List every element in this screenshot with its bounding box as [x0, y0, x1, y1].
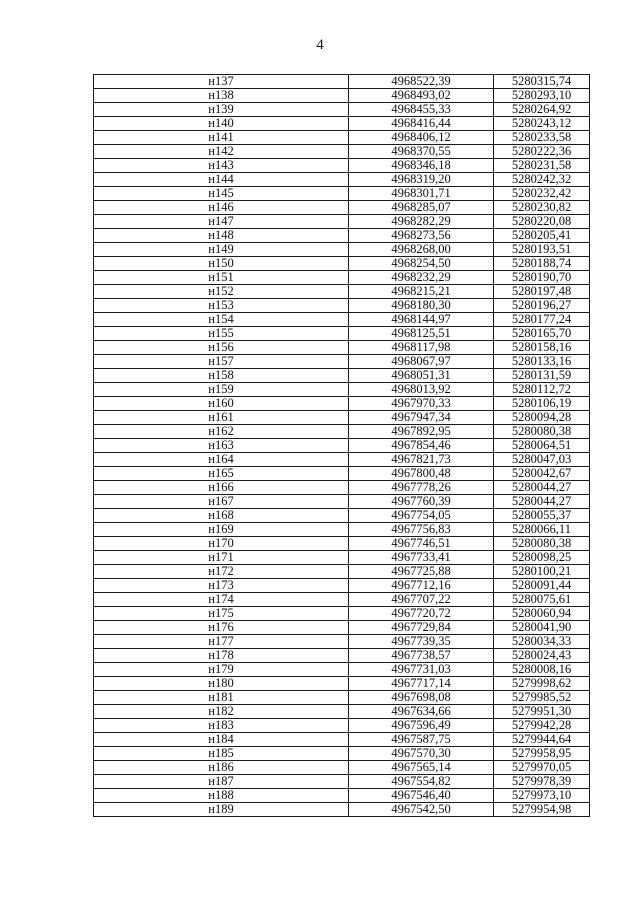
point-id-cell: н146: [94, 201, 349, 215]
x-coordinate-cell: 4967821,73: [349, 453, 494, 467]
point-id-cell: н149: [94, 243, 349, 257]
y-coordinate-cell: 5280047,03: [494, 453, 590, 467]
x-coordinate-cell: 4967634,66: [349, 705, 494, 719]
table-row: [94, 719, 590, 733]
x-coordinate-cell: 4967707,22: [349, 593, 494, 607]
table-row: [94, 775, 590, 789]
point-id-cell: н144: [94, 173, 349, 187]
point-id-cell: н172: [94, 565, 349, 579]
table-row: [94, 117, 590, 131]
table-row: [94, 649, 590, 663]
table-row: [94, 439, 590, 453]
table-row: [94, 201, 590, 215]
point-id-cell: н165: [94, 467, 349, 481]
page-number: 4: [316, 37, 324, 53]
y-coordinate-cell: 5280024,43: [494, 649, 590, 663]
y-coordinate-cell: 5279951,30: [494, 705, 590, 719]
point-id-cell: н183: [94, 719, 349, 733]
point-id-cell: н160: [94, 397, 349, 411]
y-coordinate-cell: 5280034,33: [494, 635, 590, 649]
table-row: [94, 677, 590, 691]
point-id-cell: н159: [94, 383, 349, 397]
coordinates-table-body: [94, 75, 590, 817]
y-coordinate-cell: 5280243,12: [494, 117, 590, 131]
point-id-cell: н184: [94, 733, 349, 747]
x-coordinate-cell: 4968125,51: [349, 327, 494, 341]
point-id-cell: н173: [94, 579, 349, 593]
point-id-cell: н185: [94, 747, 349, 761]
x-coordinate-cell: 4967970,33: [349, 397, 494, 411]
point-id-cell: н141: [94, 131, 349, 145]
point-id-cell: н167: [94, 495, 349, 509]
point-id-cell: н177: [94, 635, 349, 649]
x-coordinate-cell: 4968370,55: [349, 145, 494, 159]
table-row: [94, 579, 590, 593]
y-coordinate-cell: 5280165,70: [494, 327, 590, 341]
point-id-cell: н138: [94, 89, 349, 103]
table-row: [94, 397, 590, 411]
y-coordinate-cell: 5280232,42: [494, 187, 590, 201]
point-id-cell: н162: [94, 425, 349, 439]
y-coordinate-cell: 5280080,38: [494, 537, 590, 551]
table-row: [94, 607, 590, 621]
x-coordinate-cell: 4967731,03: [349, 663, 494, 677]
x-coordinate-cell: 4967746,51: [349, 537, 494, 551]
table-row: [94, 565, 590, 579]
x-coordinate-cell: 4968144,97: [349, 313, 494, 327]
point-id-cell: н142: [94, 145, 349, 159]
table-row: [94, 299, 590, 313]
table-row: [94, 537, 590, 551]
y-coordinate-cell: 5280177,24: [494, 313, 590, 327]
table-row: [94, 313, 590, 327]
table-row: [94, 481, 590, 495]
table-row: [94, 593, 590, 607]
x-coordinate-cell: 4967717,14: [349, 677, 494, 691]
table-row: [94, 285, 590, 299]
coordinates-table: [93, 74, 590, 817]
point-id-cell: н147: [94, 215, 349, 229]
x-coordinate-cell: 4967778,26: [349, 481, 494, 495]
x-coordinate-cell: 4968215,21: [349, 285, 494, 299]
point-id-cell: н139: [94, 103, 349, 117]
y-coordinate-cell: 5280044,27: [494, 481, 590, 495]
x-coordinate-cell: 4967733,41: [349, 551, 494, 565]
y-coordinate-cell: 5280055,37: [494, 509, 590, 523]
point-id-cell: н148: [94, 229, 349, 243]
x-coordinate-cell: 4967892,95: [349, 425, 494, 439]
point-id-cell: н186: [94, 761, 349, 775]
table-row: [94, 789, 590, 803]
y-coordinate-cell: 5280220,08: [494, 215, 590, 229]
table-row: [94, 271, 590, 285]
y-coordinate-cell: 5280064,51: [494, 439, 590, 453]
table-row: [94, 383, 590, 397]
table-row: [94, 341, 590, 355]
point-id-cell: н166: [94, 481, 349, 495]
y-coordinate-cell: 5280106,19: [494, 397, 590, 411]
x-coordinate-cell: 4968406,12: [349, 131, 494, 145]
y-coordinate-cell: 5280242,32: [494, 173, 590, 187]
point-id-cell: н182: [94, 705, 349, 719]
x-coordinate-cell: 4968013,92: [349, 383, 494, 397]
point-id-cell: н178: [94, 649, 349, 663]
x-coordinate-cell: 4968273,56: [349, 229, 494, 243]
table-row: [94, 467, 590, 481]
table-row: [94, 509, 590, 523]
y-coordinate-cell: 5280131,59: [494, 369, 590, 383]
y-coordinate-cell: 5280222,36: [494, 145, 590, 159]
y-coordinate-cell: 5280008,16: [494, 663, 590, 677]
x-coordinate-cell: 4967712,16: [349, 579, 494, 593]
table-row: [94, 145, 590, 159]
x-coordinate-cell: 4967800,48: [349, 467, 494, 481]
x-coordinate-cell: 4968051,31: [349, 369, 494, 383]
y-coordinate-cell: 5280080,38: [494, 425, 590, 439]
table-row: [94, 453, 590, 467]
y-coordinate-cell: 5280196,27: [494, 299, 590, 313]
x-coordinate-cell: 4967739,35: [349, 635, 494, 649]
point-id-cell: н151: [94, 271, 349, 285]
point-id-cell: н150: [94, 257, 349, 271]
point-id-cell: н169: [94, 523, 349, 537]
x-coordinate-cell: 4967565,14: [349, 761, 494, 775]
x-coordinate-cell: 4968522,39: [349, 75, 494, 89]
point-id-cell: н153: [94, 299, 349, 313]
x-coordinate-cell: 4968180,30: [349, 299, 494, 313]
point-id-cell: н156: [94, 341, 349, 355]
x-coordinate-cell: 4967542,50: [349, 803, 494, 817]
y-coordinate-cell: 5280100,21: [494, 565, 590, 579]
point-id-cell: н137: [94, 75, 349, 89]
table-row: [94, 89, 590, 103]
point-id-cell: н189: [94, 803, 349, 817]
x-coordinate-cell: 4968282,29: [349, 215, 494, 229]
x-coordinate-cell: 4967738,57: [349, 649, 494, 663]
y-coordinate-cell: 5279942,28: [494, 719, 590, 733]
point-id-cell: н157: [94, 355, 349, 369]
x-coordinate-cell: 4967947,34: [349, 411, 494, 425]
x-coordinate-cell: 4967760,39: [349, 495, 494, 509]
point-id-cell: н163: [94, 439, 349, 453]
x-coordinate-cell: 4968319,20: [349, 173, 494, 187]
point-id-cell: н158: [94, 369, 349, 383]
table-row: [94, 747, 590, 761]
point-id-cell: н188: [94, 789, 349, 803]
table-row: [94, 621, 590, 635]
y-coordinate-cell: 5280133,16: [494, 355, 590, 369]
point-id-cell: н164: [94, 453, 349, 467]
y-coordinate-cell: 5279954,98: [494, 803, 590, 817]
x-coordinate-cell: 4968117,98: [349, 341, 494, 355]
x-coordinate-cell: 4967596,49: [349, 719, 494, 733]
table-row: [94, 663, 590, 677]
x-coordinate-cell: 4967698,08: [349, 691, 494, 705]
y-coordinate-cell: 5279998,62: [494, 677, 590, 691]
point-id-cell: н170: [94, 537, 349, 551]
point-id-cell: н154: [94, 313, 349, 327]
table-row: [94, 229, 590, 243]
x-coordinate-cell: 4967725,88: [349, 565, 494, 579]
y-coordinate-cell: 5280075,61: [494, 593, 590, 607]
table-row: [94, 103, 590, 117]
y-coordinate-cell: 5280188,74: [494, 257, 590, 271]
point-id-cell: н181: [94, 691, 349, 705]
table-row: [94, 131, 590, 145]
point-id-cell: н140: [94, 117, 349, 131]
x-coordinate-cell: 4968067,97: [349, 355, 494, 369]
x-coordinate-cell: 4968455,33: [349, 103, 494, 117]
table-row: [94, 215, 590, 229]
point-id-cell: н175: [94, 607, 349, 621]
y-coordinate-cell: 5280041,90: [494, 621, 590, 635]
point-id-cell: н176: [94, 621, 349, 635]
table-row: [94, 187, 590, 201]
x-coordinate-cell: 4968232,29: [349, 271, 494, 285]
table-row: [94, 523, 590, 537]
x-coordinate-cell: 4967756,83: [349, 523, 494, 537]
point-id-cell: н161: [94, 411, 349, 425]
x-coordinate-cell: 4967587,75: [349, 733, 494, 747]
y-coordinate-cell: 5280231,58: [494, 159, 590, 173]
x-coordinate-cell: 4968254,50: [349, 257, 494, 271]
table-row: [94, 733, 590, 747]
y-coordinate-cell: 5280091,44: [494, 579, 590, 593]
y-coordinate-cell: 5280193,51: [494, 243, 590, 257]
table-row: [94, 495, 590, 509]
table-row: [94, 243, 590, 257]
table-row: [94, 705, 590, 719]
x-coordinate-cell: 4967729,84: [349, 621, 494, 635]
table-row: [94, 257, 590, 271]
y-coordinate-cell: 5279985,52: [494, 691, 590, 705]
point-id-cell: н145: [94, 187, 349, 201]
y-coordinate-cell: 5280060,94: [494, 607, 590, 621]
y-coordinate-cell: 5279978,39: [494, 775, 590, 789]
point-id-cell: н180: [94, 677, 349, 691]
table-row: [94, 173, 590, 187]
x-coordinate-cell: 4968346,18: [349, 159, 494, 173]
y-coordinate-cell: 5280230,82: [494, 201, 590, 215]
y-coordinate-cell: 5280315,74: [494, 75, 590, 89]
y-coordinate-cell: 5280112,72: [494, 383, 590, 397]
point-id-cell: н152: [94, 285, 349, 299]
x-coordinate-cell: 4967554,82: [349, 775, 494, 789]
x-coordinate-cell: 4967754,05: [349, 509, 494, 523]
y-coordinate-cell: 5279973,10: [494, 789, 590, 803]
y-coordinate-cell: 5280233,58: [494, 131, 590, 145]
y-coordinate-cell: 5280293,10: [494, 89, 590, 103]
table-row: [94, 803, 590, 817]
table-row: [94, 411, 590, 425]
x-coordinate-cell: 4968268,00: [349, 243, 494, 257]
y-coordinate-cell: 5280094,28: [494, 411, 590, 425]
table-row: [94, 75, 590, 89]
x-coordinate-cell: 4967546,40: [349, 789, 494, 803]
point-id-cell: н174: [94, 593, 349, 607]
table-row: [94, 635, 590, 649]
point-id-cell: н168: [94, 509, 349, 523]
y-coordinate-cell: 5279944,64: [494, 733, 590, 747]
y-coordinate-cell: 5280044,27: [494, 495, 590, 509]
x-coordinate-cell: 4968285,07: [349, 201, 494, 215]
x-coordinate-cell: 4968416,44: [349, 117, 494, 131]
point-id-cell: н187: [94, 775, 349, 789]
x-coordinate-cell: 4967854,46: [349, 439, 494, 453]
table-row: [94, 355, 590, 369]
table-row: [94, 761, 590, 775]
point-id-cell: н155: [94, 327, 349, 341]
x-coordinate-cell: 4968301,71: [349, 187, 494, 201]
y-coordinate-cell: 5280042,67: [494, 467, 590, 481]
point-id-cell: н143: [94, 159, 349, 173]
table-row: [94, 551, 590, 565]
y-coordinate-cell: 5279970,05: [494, 761, 590, 775]
table-row: [94, 369, 590, 383]
y-coordinate-cell: 5280098,25: [494, 551, 590, 565]
y-coordinate-cell: 5280190,70: [494, 271, 590, 285]
y-coordinate-cell: 5280264,92: [494, 103, 590, 117]
table-row: [94, 159, 590, 173]
y-coordinate-cell: 5280158,16: [494, 341, 590, 355]
x-coordinate-cell: 4967570,30: [349, 747, 494, 761]
point-id-cell: н179: [94, 663, 349, 677]
table-row: [94, 691, 590, 705]
y-coordinate-cell: 5279958,95: [494, 747, 590, 761]
x-coordinate-cell: 4967720,72: [349, 607, 494, 621]
y-coordinate-cell: 5280205,41: [494, 229, 590, 243]
table-row: [94, 327, 590, 341]
table-row: [94, 425, 590, 439]
point-id-cell: н171: [94, 551, 349, 565]
y-coordinate-cell: 5280197,48: [494, 285, 590, 299]
x-coordinate-cell: 4968493,02: [349, 89, 494, 103]
y-coordinate-cell: 5280066,11: [494, 523, 590, 537]
